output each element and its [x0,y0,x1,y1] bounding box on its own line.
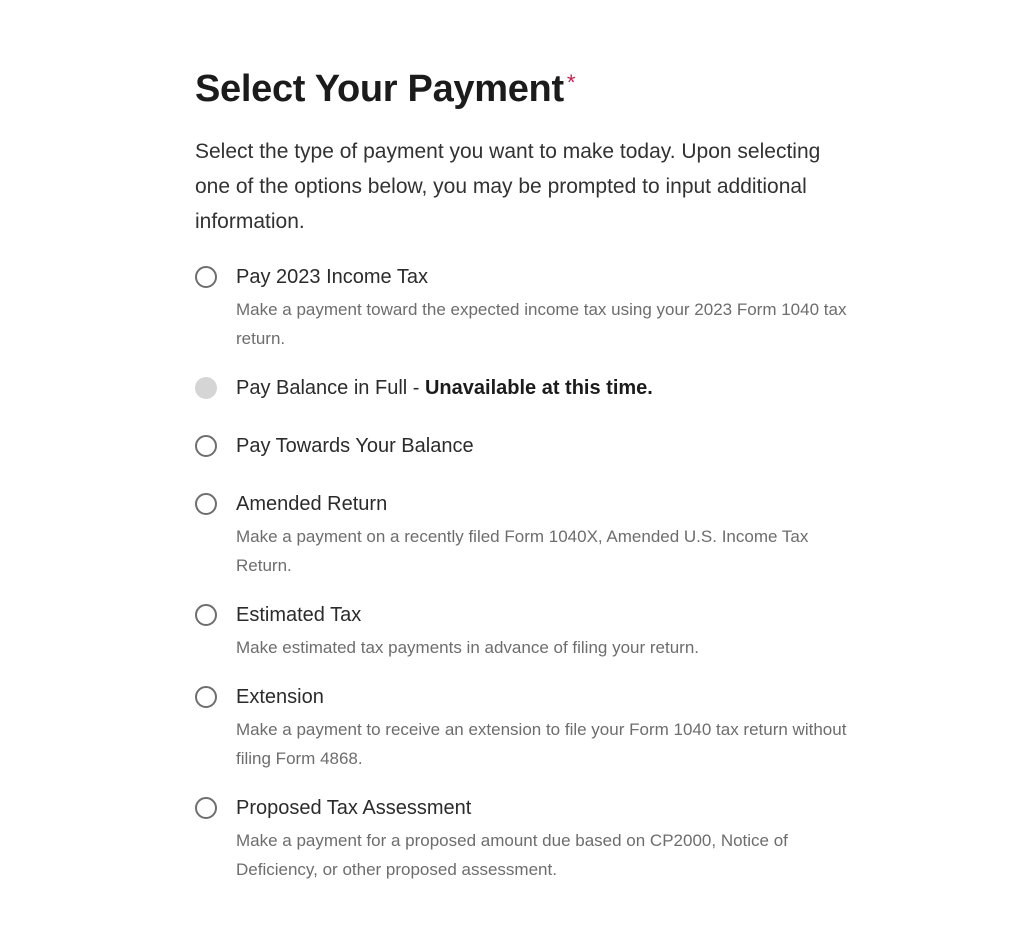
page-title [195,66,576,112]
radio-circle-icon[interactable] [195,435,217,457]
radio-option-estimated-tax[interactable] [195,601,875,662]
option-description: Make a payment for a proposed amount due based on CP2000, Notice of Deficiency, or other proposed assessment. [236,831,788,879]
radio-circle-icon[interactable] [195,797,217,819]
option-label-unavailable-note: Unavailable at this time. [424,377,653,399]
radio-option-amended-return[interactable] [195,490,875,580]
intro-text: Select the type of payment you want to make today. Upon selecting one of the options below, you may be prompted to input additional information. [195,140,821,233]
option-description: Make a payment on a recently filed Form 1040X, Amended U.S. Income Tax Return. [236,527,809,575]
option-label: Amended Return [236,493,388,515]
payment-type-radio-group [195,263,875,884]
radio-circle-icon[interactable] [195,604,217,626]
radio-option-extension[interactable] [195,683,875,773]
option-label [236,374,875,402]
option-label: Pay 2023 Income Tax [236,266,428,288]
radio-circle-icon-disabled [195,377,217,399]
radio-circle-icon[interactable] [195,493,217,515]
option-label-prefix: Pay Balance in Full - [236,377,425,399]
option-label: Estimated Tax [236,604,362,626]
option-label: Pay Towards Your Balance [236,435,474,457]
option-description: Make a payment toward the expected income tax using your 2023 Form 1040 tax return. [236,300,847,348]
radio-option-pay-balance-in-full [195,374,875,402]
page-title-text: Select Your Payment [195,68,564,110]
required-asterisk-icon: * [566,70,576,95]
option-label: Proposed Tax Assessment [236,797,472,819]
option-description: Make a payment to receive an extension to file your Form 1040 tax return without filing Form 4868. [236,720,847,768]
option-label: Extension [236,686,324,708]
radio-circle-icon[interactable] [195,266,217,288]
option-description: Make estimated tax payments in advance of filing your return. [236,638,700,657]
radio-circle-icon[interactable] [195,686,217,708]
radio-option-pay-towards-your-balance[interactable] [195,432,875,460]
radio-option-proposed-tax-assessment[interactable] [195,794,875,884]
radio-option-pay-2023-income-tax[interactable] [195,263,875,353]
form-content [195,66,875,884]
